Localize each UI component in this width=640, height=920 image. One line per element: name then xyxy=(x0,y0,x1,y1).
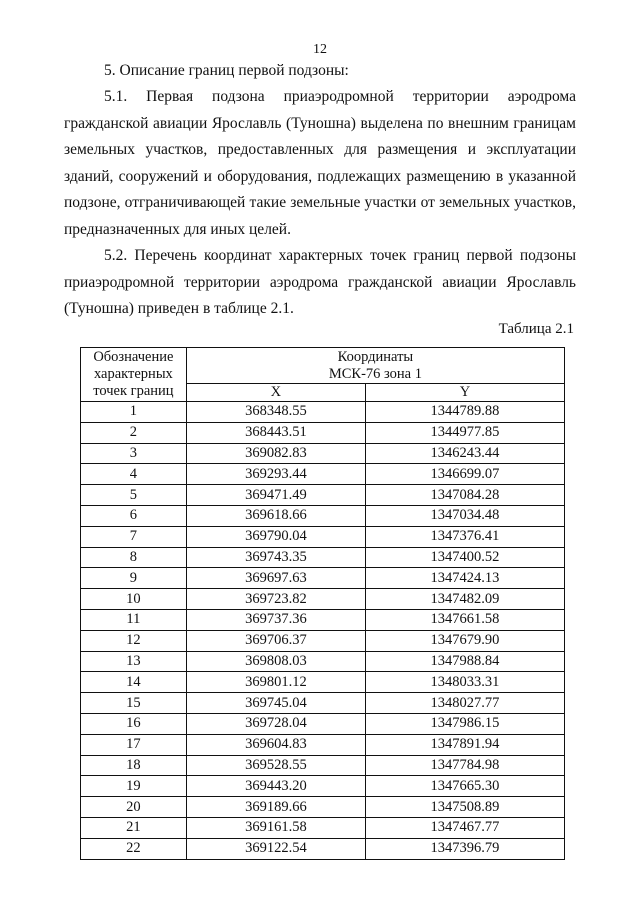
page-number: 12 xyxy=(313,42,327,57)
point-number-cell: 6 xyxy=(81,505,187,526)
point-number-cell: 17 xyxy=(81,734,187,755)
point-number-cell: 18 xyxy=(81,755,187,776)
table-row xyxy=(81,402,565,423)
table-body xyxy=(81,402,565,860)
y-coordinate-cell: 1346699.07 xyxy=(365,464,564,485)
header-x: X xyxy=(186,384,365,402)
x-coordinate-cell: 369790.04 xyxy=(186,526,365,547)
header-coordinates-line2: МСК-76 зона 1 xyxy=(328,365,422,382)
point-number-cell: 1 xyxy=(81,402,187,423)
table-row xyxy=(81,464,565,485)
point-number-cell: 10 xyxy=(81,589,187,610)
table-row xyxy=(81,713,565,734)
paragraph-5-1: 5.1. Первая подзона приаэродромной территории аэродрома гражданской авиации Ярославль (Туношна) выделена по внешним границам земельных участков, предоставленных для размещения и эксплуатации зданий, сооружений и оборудования, подлежащих размещению в указанной подзоне, отграничивающей такие земельные участки от земельных участков, предназначенных для иных целей. xyxy=(64,88,576,238)
y-coordinate-cell: 1347661.58 xyxy=(365,609,564,630)
x-coordinate-cell: 369728.04 xyxy=(186,713,365,734)
table-row xyxy=(81,672,565,693)
header-y: Y xyxy=(365,384,564,402)
header-point-designation: Обозначение характерных точек границ xyxy=(81,348,187,402)
x-coordinate-cell: 369737.36 xyxy=(186,609,365,630)
y-coordinate-cell: 1346243.44 xyxy=(365,443,564,464)
y-coordinate-cell: 1347784.98 xyxy=(365,755,564,776)
x-coordinate-cell: 369528.55 xyxy=(186,755,365,776)
y-coordinate-cell: 1347891.94 xyxy=(365,734,564,755)
y-coordinate-cell: 1347376.41 xyxy=(365,526,564,547)
x-coordinate-cell: 369443.20 xyxy=(186,776,365,797)
table-row xyxy=(81,693,565,714)
table-row xyxy=(81,526,565,547)
point-number-cell: 19 xyxy=(81,776,187,797)
point-number-cell: 20 xyxy=(81,797,187,818)
coordinates-table xyxy=(80,347,565,860)
x-coordinate-cell: 368348.55 xyxy=(186,402,365,423)
section-heading: 5. Описание границ первой подзоны: xyxy=(104,62,349,79)
y-coordinate-cell: 1347665.30 xyxy=(365,776,564,797)
table-row xyxy=(81,755,565,776)
point-number-cell: 9 xyxy=(81,568,187,589)
y-coordinate-cell: 1347034.48 xyxy=(365,505,564,526)
x-coordinate-cell: 369082.83 xyxy=(186,443,365,464)
y-coordinate-cell: 1347986.15 xyxy=(365,713,564,734)
table-row xyxy=(81,734,565,755)
y-coordinate-cell: 1348033.31 xyxy=(365,672,564,693)
point-number-cell: 15 xyxy=(81,693,187,714)
table-row xyxy=(81,505,565,526)
x-coordinate-cell: 369808.03 xyxy=(186,651,365,672)
table-row xyxy=(81,817,565,838)
header-coordinates-line1: Координаты xyxy=(337,348,414,365)
x-coordinate-cell: 369604.83 xyxy=(186,734,365,755)
table-row xyxy=(81,443,565,464)
x-coordinate-cell: 368443.51 xyxy=(186,422,365,443)
x-coordinate-cell: 369161.58 xyxy=(186,817,365,838)
point-number-cell: 4 xyxy=(81,464,187,485)
x-coordinate-cell: 369801.12 xyxy=(186,672,365,693)
x-coordinate-cell: 369706.37 xyxy=(186,630,365,651)
x-coordinate-cell: 369745.04 xyxy=(186,693,365,714)
point-number-cell: 22 xyxy=(81,838,187,859)
table-header-row xyxy=(81,348,565,384)
table-row xyxy=(81,630,565,651)
paragraph-5-2: 5.2. Перечень координат характерных точек границ первой подзоны приаэродромной территории аэродрома гражданской авиации Ярославль (Туношна) приведен в таблице 2.1. xyxy=(64,247,576,317)
point-number-cell: 12 xyxy=(81,630,187,651)
point-number-cell: 21 xyxy=(81,817,187,838)
table-row xyxy=(81,609,565,630)
table-row xyxy=(81,485,565,506)
point-number-cell: 16 xyxy=(81,713,187,734)
y-coordinate-cell: 1347988.84 xyxy=(365,651,564,672)
x-coordinate-cell: 369697.63 xyxy=(186,568,365,589)
y-coordinate-cell: 1344977.85 xyxy=(365,422,564,443)
y-coordinate-cell: 1347400.52 xyxy=(365,547,564,568)
header-coordinates xyxy=(186,348,564,384)
x-coordinate-cell: 369122.54 xyxy=(186,838,365,859)
y-coordinate-cell: 1347508.89 xyxy=(365,797,564,818)
y-coordinate-cell: 1347482.09 xyxy=(365,589,564,610)
x-coordinate-cell: 369618.66 xyxy=(186,505,365,526)
table-row xyxy=(81,547,565,568)
x-coordinate-cell: 369293.44 xyxy=(186,464,365,485)
table-row xyxy=(81,838,565,859)
y-coordinate-cell: 1347679.90 xyxy=(365,630,564,651)
y-coordinate-cell: 1344789.88 xyxy=(365,402,564,423)
point-number-cell: 2 xyxy=(81,422,187,443)
y-coordinate-cell: 1347084.28 xyxy=(365,485,564,506)
point-number-cell: 5 xyxy=(81,485,187,506)
point-number-cell: 14 xyxy=(81,672,187,693)
y-coordinate-cell: 1348027.77 xyxy=(365,693,564,714)
y-coordinate-cell: 1347396.79 xyxy=(365,838,564,859)
point-number-cell: 13 xyxy=(81,651,187,672)
x-coordinate-cell: 369189.66 xyxy=(186,797,365,818)
x-coordinate-cell: 369723.82 xyxy=(186,589,365,610)
y-coordinate-cell: 1347467.77 xyxy=(365,817,564,838)
table-row xyxy=(81,797,565,818)
table-row xyxy=(81,589,565,610)
point-number-cell: 11 xyxy=(81,609,187,630)
x-coordinate-cell: 369743.35 xyxy=(186,547,365,568)
table-row xyxy=(81,776,565,797)
y-coordinate-cell: 1347424.13 xyxy=(365,568,564,589)
point-number-cell: 3 xyxy=(81,443,187,464)
x-coordinate-cell: 369471.49 xyxy=(186,485,365,506)
table-row xyxy=(81,651,565,672)
point-number-cell: 8 xyxy=(81,547,187,568)
table-row xyxy=(81,568,565,589)
table-caption: Таблица 2.1 xyxy=(498,321,574,337)
table-row xyxy=(81,422,565,443)
point-number-cell: 7 xyxy=(81,526,187,547)
